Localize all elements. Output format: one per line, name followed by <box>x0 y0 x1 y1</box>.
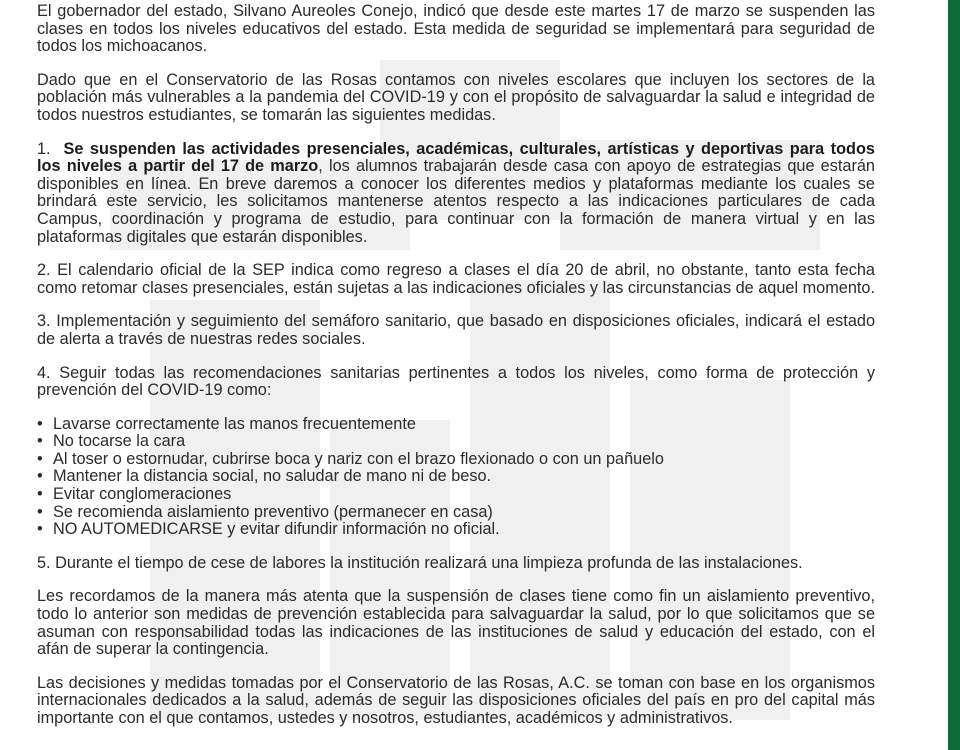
closing-paragraph-1: Les recordamos de la manera más atenta que la suspensión de clases tiene como fin un aislamiento preventivo, todo lo anterior son medidas de prevención establecida para salvaguardar la salud, por lo que solicitamos que se asuman con responsabilidad todas las indicaciones de las instituciones de salud y educación del estado, con el afán de superar la contingencia. <box>37 587 875 659</box>
list-item: • Mantener la distancia social, no saludar de mano ni de beso. <box>37 467 492 486</box>
measure-1-bold: Se suspenden las actividades presenciales, académicas, culturales, artísticas y deportivas para todos los niveles a partir del 17 de marzo <box>37 139 875 176</box>
measure-3: 3. Implementación y seguimiento del semáforo sanitario, que basado en disposiciones oficiales, indicará el estado de alerta a través de nuestras redes sociales. <box>37 312 875 348</box>
document-body <box>37 3 875 744</box>
bullet-icon: • <box>37 449 43 468</box>
intro-paragraph: El gobernador del estado, Silvano Aureoles Conejo, indicó que desde este martes 17 de marzo se suspenden las clases en todos los niveles educativos del estado. Esta medida de seguridad se implementará para seguridad de todos los michoacanos. <box>37 2 875 56</box>
recommendations-list <box>37 416 875 539</box>
measure-5: 5. Durante el tiempo de cese de labores la institución realizará una limpieza profunda de las instalaciones. <box>37 553 803 572</box>
closing-paragraph-2: Las decisiones y medidas tomadas por el Conservatorio de las Rosas, A.C. se toman con base en los organismos internacionales dedicados a la salud, además de seguir las disposiciones oficiales del país en pro del capital más importante con el que contamos, ustedes y nosotros, estudiantes, académicos y administrativos. <box>37 673 875 727</box>
measure-1-text: , los alumnos trabajarán desde casa con apoyo de estrategias que estarán disponibles en línea. En breve daremos a conocer los diferentes medios y plataformas mediante los cuales se brindará este servicio, les solicitamos mantenerse atentos respecto a las indicaciones particulares de cada Campus, coordinación y programa de estudio, para continuar con la formación de manera virtual y en las plataformas digitales que estarán disponibles. <box>37 157 875 246</box>
accent-bar <box>948 0 960 750</box>
bullet-icon: • <box>37 467 43 486</box>
bullet-icon: • <box>37 485 43 504</box>
measure-2: 2. El calendario oficial de la SEP indica como regreso a clases el día 20 de abril, no obstante, tanto esta fecha como retomar clases presenciales, están sujetas a las indicaciones oficiales y las circunstancias de aquel momento. <box>37 261 875 297</box>
bullet-icon: • <box>37 432 43 451</box>
context-paragraph: Dado que en el Conservatorio de las Rosas contamos con niveles escolares que incluyen los sectores de la población más vulnerables a la pandemia del COVID-19 y con el propósito de salvaguardar la salud e integridad de todos nuestros estudiantes, se tomarán las siguientes medidas. <box>37 70 875 124</box>
bullet-icon: • <box>37 414 43 433</box>
list-item: • Lavarse correctamente las manos frecuentemente <box>37 414 416 433</box>
bullet-icon: • <box>37 502 43 521</box>
list-item: • Al toser o estornudar, cubrirse boca y nariz con el brazo flexionado o con un pañuelo <box>37 449 664 468</box>
list-item: • Evitar conglomeraciones <box>37 485 232 504</box>
list-item: • No tocarse la cara <box>37 432 186 451</box>
list-item: • NO AUTOMEDICARSE y evitar difundir información no oficial. <box>37 520 500 539</box>
measure-1 <box>37 141 875 247</box>
measure-4: 4. Seguir todas las recomendaciones sanitarias pertinentes a todos los niveles, como forma de protección y prevención del COVID-19 como: <box>37 363 875 400</box>
bullet-icon: • <box>37 520 43 539</box>
measure-1-number: 1. <box>37 139 51 158</box>
list-item: • Se recomienda aislamiento preventivo (permanecer en casa) <box>37 502 493 521</box>
